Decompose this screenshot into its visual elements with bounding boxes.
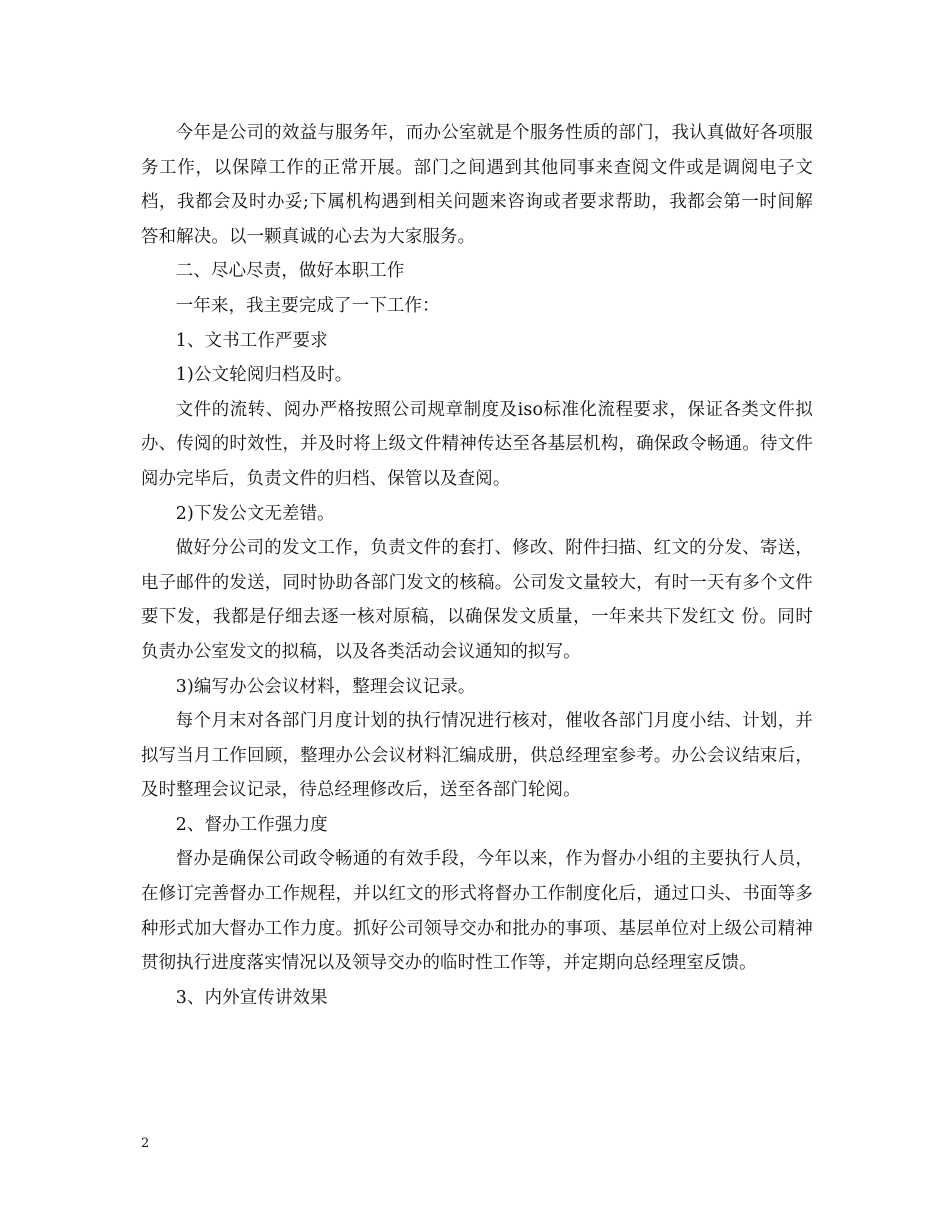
item-heading-meeting-materials: 3)编写办公会议材料，整理会议记录。 xyxy=(175,676,476,697)
subheading-publicity: 3、内外宣传讲效果 xyxy=(175,987,328,1008)
item-heading-document-archiving: 1)公文轮阅归档及时。 xyxy=(175,365,353,386)
section-heading-duties: 二、尽心尽责，做好本职工作 xyxy=(175,261,405,282)
paragraph-supervision-work: 督办是确保公司政令畅通的有效手段，今年以来，作为督办小组的主要执行人员，在修订完善督办工作规程，并以红文的形式将督办工作制度化后，通过口头、书面等多种形式加大督办工作力度。抓好公司领导交办和批办的事项、基层单位对上级公司精神贯彻执行进度落实情况以及领导交办的临时性工作等，并定期向总经理室反馈。 xyxy=(141,849,813,974)
paragraph-meeting-materials: 每个月末对各部门月度计划的执行情况进行核对，催收各部门月度小结、计划，并拟写当月工作回顾，整理办公会议材料汇编成册，供总经理室参考。办公会议结束后，及时整理会议记录，待总经理修改后，送至各部门轮阅。 xyxy=(141,711,813,801)
paragraph-service-intro: 今年是公司的效益与服务年，而办公室就是个服务性质的部门，我认真做好各项服务工作，以保障工作的正常开展。部门之间遇到其他同事来查阅文件或是调阅电子文档，我都会及时办妥;下属机构遇到相关问题来咨询或者要求帮助，我都会第一时间解答和解决。以一颗真诚的心去为大家服务。 xyxy=(141,123,813,247)
subheading-clerical-work: 1、文书工作严要求 xyxy=(175,330,328,351)
item-heading-document-issuing: 2)下发公文无差错。 xyxy=(175,503,335,524)
paragraph-document-issuing: 做好分公司的发文工作，负责文件的套打、修改、附件扫描、红文的分发、寄送，电子邮件的发送，同时协助各部门发文的核稿。公司发文量较大，有时一天有多个文件要下发，我都是仔细去逐一核对原稿，以确保发文质量，一年来共下发红文 份。同时负责办公室发文的拟稿，以及各类活动会议通知的拟写。 xyxy=(141,538,813,662)
subheading-supervision-work: 2、督办工作强力度 xyxy=(175,814,328,835)
document-body xyxy=(141,116,813,1015)
page-number: 2 xyxy=(141,1136,150,1151)
paragraph-work-summary-intro: 一年来，我主要完成了一下工作： xyxy=(175,295,440,316)
paragraph-document-archiving: 文件的流转、阅办严格按照公司规章制度及iso标准化流程要求，保证各类文件拟办、传阅的时效性，并及时将上级文件精神传达至各基层机构，确保政令畅通。待文件阅办完毕后，负责文件的归档、保管以及查阅。 xyxy=(141,399,813,489)
